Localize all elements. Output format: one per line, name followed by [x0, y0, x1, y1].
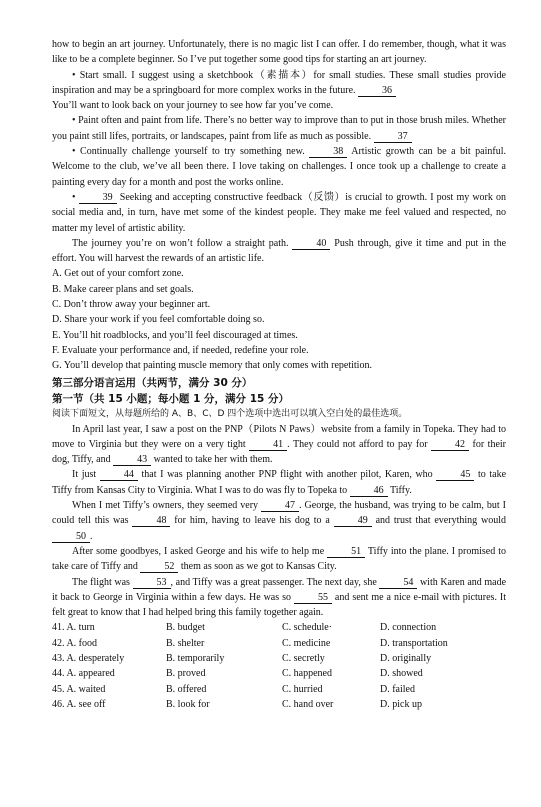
question-41-options	[52, 620, 506, 635]
cloze-text: After some goodbyes, I asked George and his wife to help me	[72, 545, 325, 557]
option-c: C. Don’t throw away your beginner art.	[52, 299, 211, 311]
passage-intro: how to begin an art journey. Unfortunately, there is no magic list I can offer. I do remember, though, what it was like to be a complete beginner. So I’ve put together some good tips for starting an art journey.	[52, 39, 506, 66]
cloze-text: , and Tiffy was a great passenger. The next day, she	[170, 576, 377, 588]
cloze-text: for their dog, Tiffy, and	[52, 438, 506, 466]
option-b: B. Make career plans and set goals.	[52, 283, 194, 295]
cloze-text: In April last year, I saw a post on the PNP（Pilots N Paws）website from a family in Topeka. They had to move to Virginia but they were on a very tight	[52, 423, 506, 450]
blank-47: 47	[261, 500, 299, 512]
blank-37: 37	[374, 131, 412, 143]
answer-options	[52, 620, 506, 712]
option-cell: C. happened	[282, 668, 332, 680]
tip-feedback	[52, 190, 506, 236]
option-cell: 42. A. food	[52, 637, 97, 649]
cloze-paragraph-5	[52, 575, 506, 621]
question-46-options	[52, 697, 506, 712]
closing-text: Push through, give it time and put in the effort. You will harvest the rewards of an artistic life.	[52, 237, 507, 265]
blank-55: 55	[294, 592, 332, 604]
cloze-paragraph-2	[52, 467, 506, 498]
tip-text: Seeking and accepting constructive feedback（反馈）is crucial to growth. I post my work on social media and, in turn, have met some of the kindest people. They make me feel valued and respected, no matter my level of artistic ability.	[52, 191, 507, 234]
cloze-text: The flight was	[72, 576, 130, 588]
cloze-text: When I met Tiffy’s owners, they seemed very	[72, 500, 259, 512]
option-cell: C. schedule·	[282, 622, 332, 634]
option-cell: D. pick up	[380, 698, 422, 710]
bullet: •	[72, 191, 76, 203]
blank-38: 38	[309, 146, 347, 158]
option-cell: D. connection	[380, 622, 437, 634]
option-cell: B. budget	[166, 622, 205, 634]
option-cell: 46. A. see off	[52, 698, 106, 710]
instruction-text: 阅读下面短文，从每题所给的 A、B、C、D 四个选项中选出可以填入空白处的最佳选项。	[52, 408, 408, 419]
cloze-text: and sent me a nice e-mail with pictures. It felt great to know that I had helped bring this family together again.	[52, 591, 507, 619]
blank-49: 49	[334, 515, 372, 527]
blank-52: 52	[140, 561, 178, 573]
tip-start-small	[52, 68, 506, 114]
blank-44: 44	[100, 469, 138, 481]
option-cell: C. hurried	[282, 683, 323, 695]
cloze-text: to take Tiffy from Kansas City to Virginia. What I was to do was fly to Topeka to	[52, 469, 507, 496]
tip-text: • Start small. I suggest using a sketchbook（素描本）for small studies. These small studies provide inspiration and may be a springboard for more complex works in the future.	[52, 69, 506, 96]
option-cell: 43. A. desperately	[52, 652, 125, 664]
blank-53: 53	[133, 577, 171, 589]
option-f: F. Evaluate your performance and, if needed, redefine your role.	[52, 344, 309, 356]
option-cell: D. failed	[380, 683, 415, 695]
cloze-paragraph-3	[52, 498, 506, 544]
question-43-options	[52, 651, 506, 666]
cloze-text: that I was planning another PNP flight with another pilot, Karen, who	[141, 469, 433, 481]
option-cell: C. secretly	[282, 652, 325, 664]
blank-54: 54	[379, 577, 417, 589]
option-cell: 44. A. appeared	[52, 668, 115, 680]
cloze-text: It just	[72, 469, 97, 481]
option-d: D. Share your work if you feel comfortable doing so.	[52, 314, 265, 326]
option-cell: C. hand over	[282, 698, 334, 710]
blank-39: 39	[79, 192, 117, 204]
blank-45: 45	[436, 469, 474, 481]
cloze-text: . George, the husband, was trying to be calm, but I could tell this was	[52, 500, 507, 527]
blank-43: 43	[113, 454, 151, 466]
option-cell: B. shelter	[166, 637, 205, 649]
option-cell: B. offered	[166, 683, 207, 695]
option-cell: B. temporarily	[166, 652, 225, 664]
question-42-options	[52, 636, 506, 651]
option-e: E. You’ll hit roadblocks, and you’ll feel discouraged at times.	[52, 329, 298, 341]
option-cell: B. look for	[166, 698, 210, 710]
cloze-text: . They could not afford to pay for	[287, 438, 428, 450]
passage-closing	[52, 236, 506, 267]
option-a: A. Get out of your comfort zone.	[52, 268, 184, 280]
tip-text: • Continually challenge yourself to try something new.	[72, 146, 305, 158]
blank-51: 51	[327, 546, 365, 558]
blank-46: 46	[350, 485, 388, 497]
cloze-text: Tiffy into the plane. I promised to take care of Tiffy and	[52, 545, 506, 573]
option-g: G. You’ll develop that painting muscle memory that only comes with repetition.	[52, 360, 372, 372]
section-title: 第三部分语言运用（共两节，满分 30 分）	[52, 376, 253, 389]
blank-40: 40	[292, 238, 330, 250]
option-cell: 41. A. turn	[52, 622, 95, 634]
option-cell: D. showed	[380, 668, 423, 680]
tip-challenge	[52, 144, 506, 190]
cloze-text: for him, having to leave his dog to a	[174, 515, 330, 527]
part-title: 第一节（共 15 小题；每小题 1 分，满分 15 分）	[52, 392, 289, 405]
blank-42: 42	[431, 439, 469, 451]
blank-48: 48	[132, 515, 170, 527]
cloze-paragraph-4	[52, 544, 506, 575]
blank-36: 36	[358, 85, 396, 97]
cloze-text: .	[90, 530, 93, 542]
closing-text: The journey you’re on won’t follow a straight path.	[72, 237, 289, 249]
blank-41: 41	[249, 439, 287, 451]
tip-text: • Paint often and paint from life. There’s no better way to improve than to put in those brush miles. Whether you paint still lifes, portraits, or landscapes, paint from life as much as possible.	[52, 115, 506, 142]
option-cell: 45. A. waited	[52, 683, 106, 695]
option-cell: D. originally	[380, 652, 432, 664]
option-cell: C. medicine	[282, 637, 331, 649]
cloze-text: Tiffy.	[390, 484, 412, 496]
option-cell: D. transportation	[380, 637, 448, 649]
option-cell: B. proved	[166, 668, 206, 680]
blank-50: 50	[52, 531, 90, 543]
cloze-text: and trust that everything would	[375, 515, 506, 527]
tip-text: Artistic growth can be a bit painful. Welcome to the club, we’ve all been there. I love taking on challenges. I once took up a challenge to create a painting every day for a month and post the works online.	[52, 146, 506, 188]
option-list	[52, 266, 506, 373]
cloze-text: them as soon as we got to Kansas City.	[180, 561, 337, 573]
question-44-options	[52, 666, 506, 681]
tip-paint-often	[52, 113, 506, 144]
question-45-options	[52, 682, 506, 697]
cloze-text: wanted to take her with them.	[153, 454, 273, 466]
cloze-paragraph-1	[52, 422, 506, 468]
cloze-text: with Karen and made it back to George in Virginia within a few days. He was so	[52, 576, 507, 603]
tip-text: You’ll want to look back on your journey to see how far you’ve come.	[52, 100, 334, 112]
